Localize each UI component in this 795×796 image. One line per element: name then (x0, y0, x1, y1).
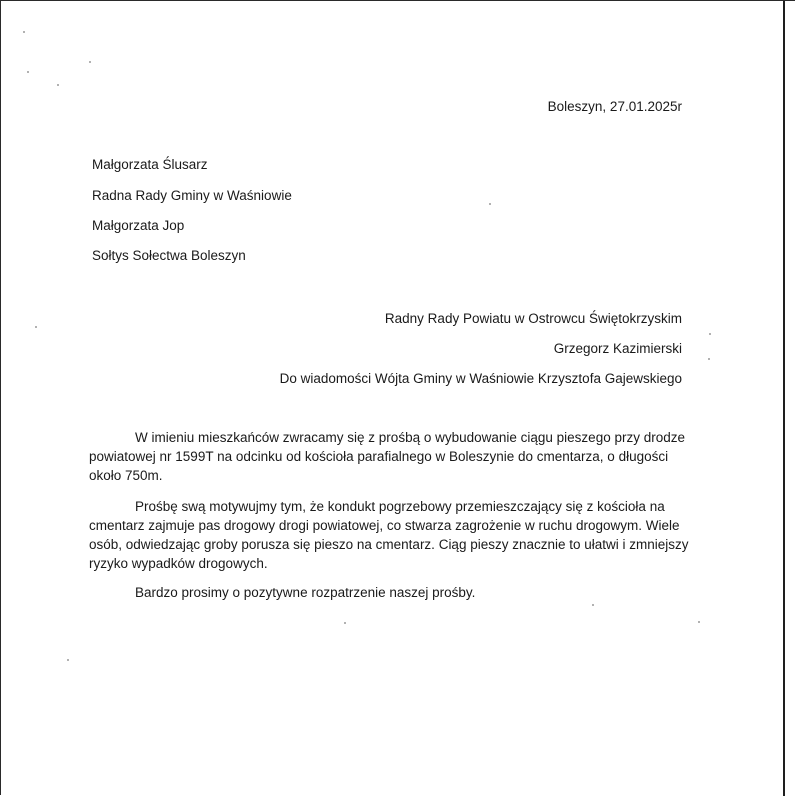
scan-speck (23, 31, 25, 33)
scan-speck (708, 358, 710, 360)
sender-title-1: Radna Rady Gminy w Waśniowie (92, 188, 292, 203)
scan-speck (89, 61, 91, 63)
sender-name-1: Małgorzata Ślusarz (92, 157, 208, 172)
recipient-title: Radny Rady Powiatu w Ostrowcu Świętokrzyskim (384, 311, 682, 326)
scan-speck (592, 604, 594, 606)
scan-speck (709, 333, 711, 335)
place-date: Boleszyn, 27.01.2025r (547, 99, 682, 114)
scan-speck (344, 622, 346, 624)
recipient-name: Grzegorz Kazimierski (553, 341, 682, 356)
sender-title-2: Sołtys Sołectwa Boleszyn (92, 248, 246, 263)
scan-speck (57, 84, 59, 86)
body-paragraph-2: Prośbę swą motywujmy tym, że kondukt pogrzebowy przemieszczający się z kościoła na cmentarz zajmuje pas drogowy drogi powiatowej, co stwarza zagrożenie w ruchu drogowym. Wiele osób, odwiedzając groby porusza się pieszo na cmentarz. Ciąg pieszy znacznie to ułatwi i zmniejszy ryzyko wypadków drogowych. (89, 499, 689, 571)
cc-line: Do wiadomości Wójta Gminy w Waśniowie Krzysztofa Gajewskiego (279, 371, 682, 386)
scan-speck (67, 659, 69, 661)
sender-name-2: Małgorzata Jop (92, 218, 185, 233)
scan-speck (35, 326, 37, 328)
scan-speck (27, 71, 29, 73)
scan-speck (698, 621, 700, 623)
body-paragraph-1: W imieniu mieszkańców zwracamy się z prośbą o wybudowanie ciągu pieszego przy drodze powiatowej nr 1599T na odcinku od kościoła parafialnego w Boleszynie do cmentarza, o długości około 750m. (89, 430, 685, 483)
body-paragraph-3: Bardzo prosimy o pozytywne rozpatrzenie naszej prośby. (135, 585, 476, 600)
scan-edge (783, 1, 785, 796)
scan-speck (489, 203, 491, 205)
